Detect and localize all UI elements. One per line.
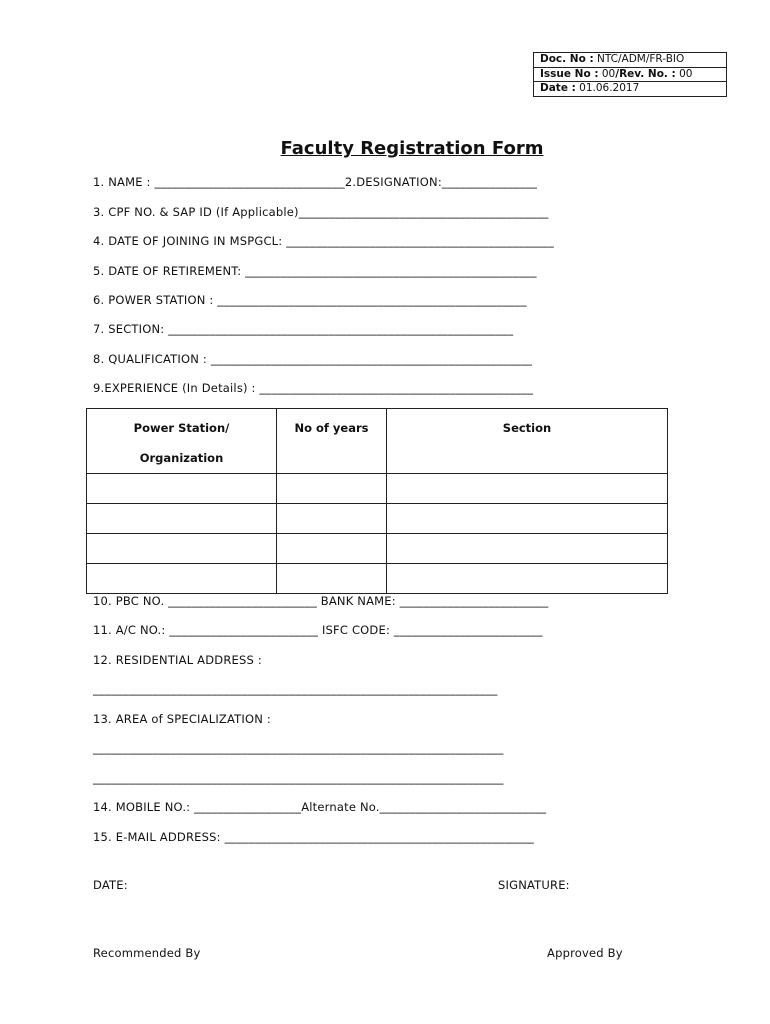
table-cell[interactable] [87, 504, 277, 534]
table-cell[interactable] [277, 504, 387, 534]
col-header-line1: Power Station/ [133, 421, 230, 435]
ac-ifsc-field[interactable]: 11. A/C NO.: _________________________ ISFC CODE: _________________________ [93, 623, 543, 637]
rev-no-label: /Rev. No. : [615, 67, 676, 80]
doc-no-row [534, 53, 726, 68]
form-title: Faculty Registration Form [280, 138, 544, 159]
table-row [87, 534, 668, 564]
col-years-header [277, 409, 387, 474]
doc-no-value: NTC/ADM/FR-BIO [597, 53, 685, 65]
rev-no-value: 00 [679, 67, 693, 80]
table-cell[interactable] [277, 474, 387, 504]
doc-no-label: Doc. No : [540, 53, 594, 65]
table-cell[interactable] [387, 564, 668, 594]
table-cell[interactable] [87, 564, 277, 594]
power-station-field[interactable]: 6. POWER STATION : ____________________________________________________ [93, 293, 527, 307]
experience-table [86, 408, 668, 594]
mobile-field[interactable]: 14. MOBILE NO.: __________________Alternate No.____________________________ [93, 800, 547, 814]
table-cell[interactable] [387, 504, 668, 534]
issue-no-row [534, 68, 726, 83]
specialization-label: 13. AREA of SPECIALIZATION : [93, 712, 271, 726]
date-row [534, 82, 726, 96]
email-field[interactable]: 15. E-MAIL ADDRESS: ____________________________________________________ [93, 830, 534, 844]
residential-address-label: 12. RESIDENTIAL ADDRESS : [93, 653, 262, 667]
document-control-box [533, 52, 727, 97]
pbc-bank-field[interactable]: 10. PBC NO. _________________________ BANK NAME: _________________________ [93, 594, 549, 608]
date-of-joining-field[interactable]: 4. DATE OF JOINING IN MSPGCL: _____________________________________________ [93, 234, 554, 248]
col-years-label: No of years [294, 421, 369, 435]
table-cell[interactable] [387, 474, 668, 504]
date-value: 01.06.2017 [579, 82, 640, 94]
recommended-by-label: Recommended By [93, 946, 201, 960]
issue-no-value: 00 [601, 67, 616, 80]
name-designation-field[interactable]: 1. NAME : ________________________________2.DESIGNATION:________________ [93, 175, 538, 189]
specialization-line-1[interactable]: _____________________________________________________________________ [93, 741, 504, 755]
qualification-field[interactable]: 8. QUALIFICATION : ______________________________________________________ [93, 352, 533, 366]
table-cell[interactable] [387, 534, 668, 564]
table-row [87, 564, 668, 594]
table-header-row [87, 409, 668, 474]
date-label: Date : [540, 82, 576, 94]
col-section-header [387, 409, 668, 474]
approved-by-label: Approved By [547, 946, 623, 960]
experience-field[interactable]: 9.EXPERIENCE (In Details) : ______________________________________________ [93, 381, 534, 395]
col-header-line2: Organization [139, 451, 224, 465]
table-row [87, 474, 668, 504]
date-of-retirement-field[interactable]: 5. DATE OF RETIREMENT: _________________________________________________ [93, 264, 537, 278]
col-power-station-header [87, 409, 277, 474]
residential-address-line[interactable]: ____________________________________________________________________ [93, 682, 498, 696]
cpf-sap-field[interactable]: 3. CPF NO. & SAP ID (If Applicable)__________________________________________ [93, 205, 549, 219]
issue-no-label: Issue No : [540, 67, 599, 80]
section-field[interactable]: 7. SECTION: __________________________________________________________ [93, 322, 514, 336]
date-label-footer: DATE: [93, 878, 128, 892]
table-cell[interactable] [277, 534, 387, 564]
col-section-label: Section [502, 421, 552, 435]
table-cell[interactable] [87, 474, 277, 504]
table-cell[interactable] [87, 534, 277, 564]
table-cell[interactable] [277, 564, 387, 594]
specialization-line-2[interactable]: _____________________________________________________________________ [93, 771, 504, 785]
signature-label: SIGNATURE: [498, 878, 570, 892]
table-row [87, 504, 668, 534]
